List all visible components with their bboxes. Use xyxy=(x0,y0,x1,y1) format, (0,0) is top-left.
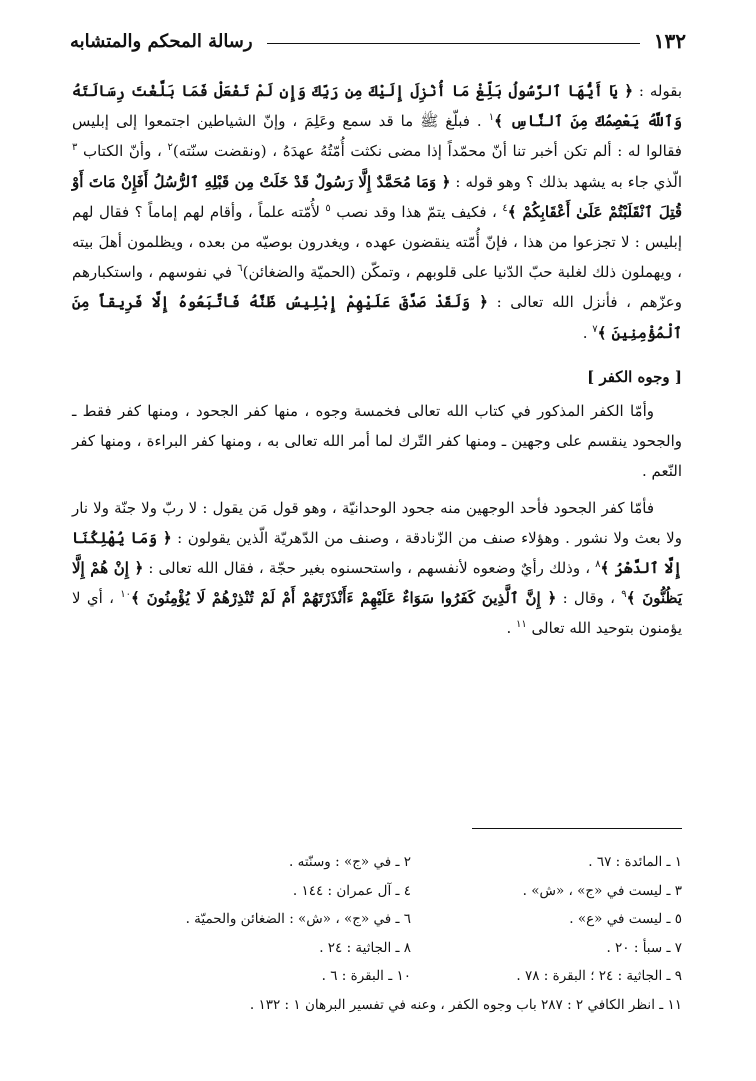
text-run: ، أي لا يؤمنون بتوحيد الله تعالى xyxy=(72,589,682,638)
running-title: رسالة المحكم والمتشابه xyxy=(70,30,253,52)
footnote-marker: ١٠ xyxy=(120,589,132,601)
footnote-11: ١١ ـ انظر الكافي ٢ : ٢٨٧ باب وجوه الكفر ، وعنه في تفسير البرهان ١ : ١٣٢ . xyxy=(249,996,682,1013)
text-run: لأُمّته علماً ، وأقام لهم إماماً ؟ فقال لهم إبليس : لا تجزعوا من هذا ، فإنّ أُمّته ينقضون عهده ، ويغدرون بوصيّه من بعده ، ويظلمون أهلَ بيته ، ويهملون ذلك لغلبة حبّ الدّنيا على قلوبهم ، وتمكّن (الحميّة والضغائن) xyxy=(72,202,683,282)
footnote-marker: ٨ xyxy=(595,559,601,571)
footnote-separator xyxy=(472,828,682,829)
quran-verse: ﴿ وَمَا يُهْلِكُنَا إِلَّا ٱلدَّهْرُ ﴾ xyxy=(72,528,682,578)
footnote-marker: ١١ xyxy=(516,619,527,631)
section-heading: [ وجوه الكفر ] xyxy=(587,367,682,386)
footnote-marker: ٥ xyxy=(325,202,331,214)
paragraph-1 xyxy=(72,76,682,348)
text-run: الّذي جاء به يشهد بذلك ؟ وهو قوله : xyxy=(450,172,683,191)
quran-verse: ﴿ يَا أَيُّهَا ٱلرَّسُولُ بَلِّغْ مَا أُنْزِلَ إِلَيْكَ مِن رَبِّكَ وَإِن لَمْ تَفْعَلْ فَمَا بَلَّغْتَ رِسَالَتَهُ وَٱللَّهُ يَعْصِمُكَ مِنَ ٱلنَّاسِ ﴾ xyxy=(72,82,683,131)
footnote-entry: ٧ ـ سبأ : ٢٠ . xyxy=(606,939,682,956)
footnote-row xyxy=(140,934,682,963)
footnote-row xyxy=(140,962,682,991)
footnote-marker: ٩ xyxy=(621,589,627,601)
text-run: ، وذلك رأيٌ وضعوه لأنفسهم ، واستحسنوه بغير حجّة ، فقال الله تعالى : xyxy=(143,559,596,578)
footnote-row xyxy=(140,905,682,934)
footnote-marker: ٦ xyxy=(237,263,243,275)
page-header xyxy=(70,28,686,54)
footnote-row xyxy=(140,848,682,877)
text-run: ، وأنّ الكتاب xyxy=(77,142,168,161)
footnote-entry: ١٠ ـ البقرة : ٦ . xyxy=(321,968,411,985)
page-number: ١٣٢ xyxy=(653,29,686,53)
footnote-entry: ٣ ـ ليست في «ج» ، «ش» . xyxy=(522,882,682,899)
footnotes xyxy=(140,848,682,1020)
footnote-row xyxy=(140,877,682,906)
footnote-entry: ٥ ـ ليست في «ع» . xyxy=(569,911,682,928)
footnote-entry: ٩ ـ الجاثية : ٢٤ ؛ البقرة : ٧٨ . xyxy=(516,968,682,985)
paragraph-2: وأمّا الكفر المذكور في كتاب الله تعالى فخمسة وجوه ، منها كفر الجحود ، ومنها كفر فقط ـ والجحود ينقسم على وجهين ـ ومنها كفر التّرك لما أمر الله تعالى به ، ومنها كفر البراءة ، ومنها كفر النّعم . xyxy=(72,402,682,481)
quran-verse: ﴿ إِنَّ ٱلَّذِينَ كَفَرُوا سَوَاءٌ عَلَيْهِمْ ءَأَنْذَرْتَهُمْ أَمْ لَمْ تُنْذِرْهُمْ لَا يُؤْمِنُونَ ﴾ xyxy=(131,589,557,608)
footnote-entry: ٤ ـ آل عمران : ١٤٤ . xyxy=(292,882,411,899)
quran-verse: ﴿ وَمَا مُحَمَّدٌ إِلَّا رَسُولٌ قَدْ خَلَتْ مِن قَبْلِهِ ٱلرُّسُلُ أَفَإِنْ مَاتَ أَوْ قُتِلَ ٱنْقَلَبْتُمْ عَلَىٰ أَعْقَابِكُمْ ﴾ xyxy=(72,172,682,221)
paragraph-3 xyxy=(72,493,682,644)
footnote-entry: ١ ـ المائدة : ٦٧ . xyxy=(588,854,682,870)
footnote-entry: ٦ ـ في «ج» ، «ش» : الضغائن والحميّة . xyxy=(185,911,411,928)
text-run: في نفوسهم ، واستكبارهم وعزّهم ، فأنزل الله تعالى : xyxy=(72,263,682,312)
quran-verse: ﴿ وَلَقَدْ صَدَّقَ عَلَيْهِمْ إِبْلِيسُ ظَنَّهُ فَاتَّبَعُوهُ إِلَّا فَرِيقاً مِنَ ٱلْمُؤْمِنِينَ ﴾ xyxy=(72,293,682,342)
text-run: بقوله : xyxy=(633,82,682,100)
quran-verse: ﴿ إِنْ هُمْ إِلَّا يَظُنُّونَ ﴾ xyxy=(72,559,683,608)
main-text xyxy=(72,76,682,644)
footnote-marker: ٢ xyxy=(167,142,173,154)
text-run: ، وقال : xyxy=(556,589,622,608)
footnote-entry: ٢ ـ في «ج» : وسنّته . xyxy=(289,854,411,870)
text-run: . فبلّغ ﷺ ما قد سمع وعَلِمَ ، وإنّ الشياطين اجتمعوا إلى إبليس فقالوا له : ألم تكن أخبر تنا أنّ محمّداً إذا مضى نكثت أُمّتُهُ عهدَهُ ، (ونقضت سنّته) xyxy=(72,112,682,161)
footnote-marker: ٤ xyxy=(502,202,508,214)
text-run: ، فكيف يتمّ هذا وقد نصب xyxy=(330,202,503,221)
header-rule xyxy=(267,43,640,44)
text-run: فأمّا كفر الجحود فأحد الوجهين منه جحود الوحدانيّة ، وهو قول مَن يقول : لا ربّ ولا جنّة ولا نار ولا بعث ولا نشور . وهؤلاء صنف من الزّنادقة ، وصنف من الدّهريّة الّذين يقولون : xyxy=(72,498,682,547)
footnote-marker: ١ xyxy=(488,112,495,124)
text-run: . xyxy=(582,323,593,342)
text-run: . xyxy=(506,619,516,638)
footnote-marker: ٧ xyxy=(592,323,598,335)
footnote-entry: ٨ ـ الجاثية : ٢٤ . xyxy=(319,939,411,956)
footnote-marker: ٣ xyxy=(72,142,78,154)
